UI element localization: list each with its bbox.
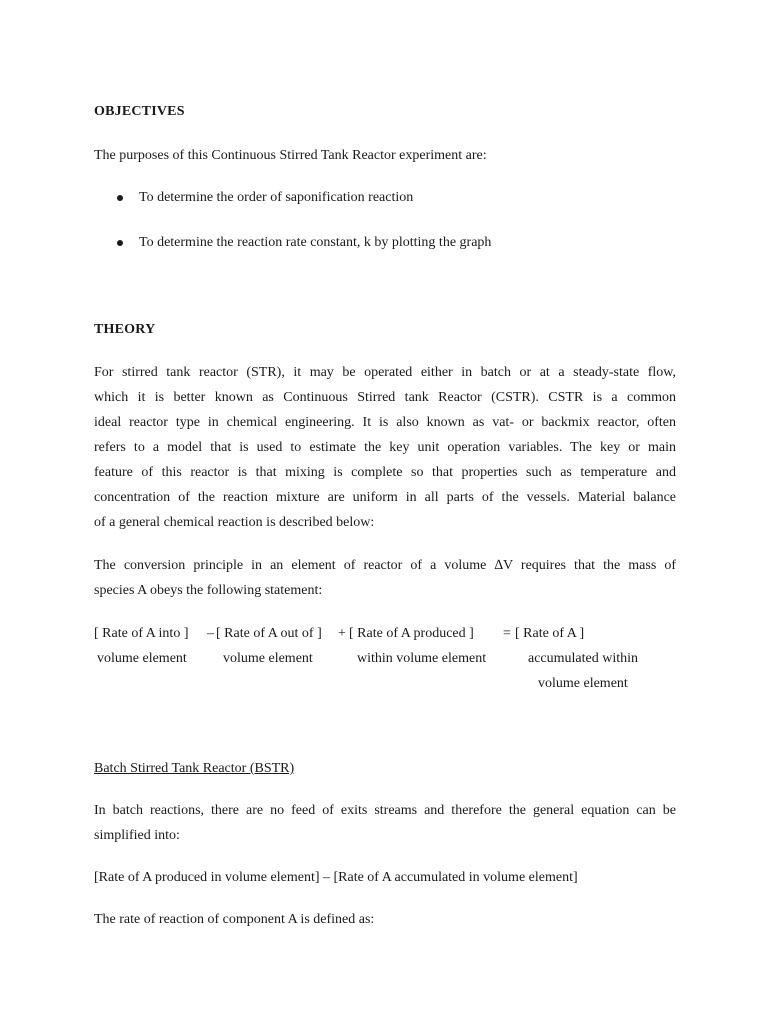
theory-paragraph-line: which it is better known as Continuous Stirred tank Reactor (CSTR). CSTR is a common [94, 390, 676, 405]
equation-operator-minus: – [207, 626, 214, 641]
objectives-intro: The purposes of this Continuous Stirred Tank Reactor experiment are: [94, 148, 487, 163]
equation-term-rate-out: [ Rate of A out of ] [216, 626, 322, 641]
equation-label-volume-element-3: volume element [538, 676, 628, 691]
equation-label-volume-element-1: volume element [97, 651, 187, 666]
equation-operator-plus: + [338, 626, 346, 641]
objective-item-1: To determine the order of saponification reaction [139, 190, 414, 205]
bstr-paragraph-line: simplified into: [94, 828, 180, 843]
theory-paragraph-line: ideal reactor type in chemical engineering. It is also known as vat- or backmix reactor, often [94, 415, 676, 430]
bstr-equation: [Rate of A produced in volume element] – [Rate of A accumulated in volume element] [94, 870, 578, 885]
equation-label-within-volume-element: within volume element [357, 651, 487, 666]
conversion-paragraph-line: The conversion principle in an element of reactor of a volume ∆V requires that the mass of [94, 558, 676, 573]
bstr-subheading: Batch Stirred Tank Reactor (BSTR) [94, 761, 295, 776]
bullet-icon [117, 195, 123, 201]
equation-term-rate-produced: [ Rate of A produced ] [349, 626, 474, 641]
equation-label-volume-element-2: volume element [223, 651, 313, 666]
theory-paragraph-line: For stirred tank reactor (STR), it may be operated either in batch or at a steady-state flow, [94, 365, 676, 380]
rate-definition-intro: The rate of reaction of component A is defined as: [94, 912, 375, 927]
theory-paragraph-line: concentration of the reaction mixture are uniform in all parts of the vessels. Material balance [94, 490, 676, 505]
theory-paragraph-line: feature of this reactor is that mixing is complete so that properties such as temperature and [94, 465, 676, 480]
theory-paragraph-line: refers to a model that is used to estimate the key unit operation variables. The key or main [94, 440, 676, 455]
objectives-heading: OBJECTIVES [94, 104, 185, 119]
equation-term-rate-in: [ Rate of A into ] [94, 626, 189, 641]
bullet-icon [117, 240, 123, 246]
conversion-paragraph-line: species A obeys the following statement: [94, 583, 323, 598]
equation-term-rate-accumulated: [ Rate of A ] [515, 626, 585, 641]
objective-item-2: To determine the reaction rate constant, k by plotting the graph [139, 235, 492, 250]
bstr-paragraph-line: In batch reactions, there are no feed of exits streams and therefore the general equation can be [94, 803, 676, 818]
theory-heading: THEORY [94, 322, 156, 337]
equation-operator-equals: = [503, 626, 511, 641]
equation-label-accumulated-within: accumulated within [528, 651, 639, 666]
theory-paragraph-line: of a general chemical reaction is described below: [94, 515, 375, 530]
